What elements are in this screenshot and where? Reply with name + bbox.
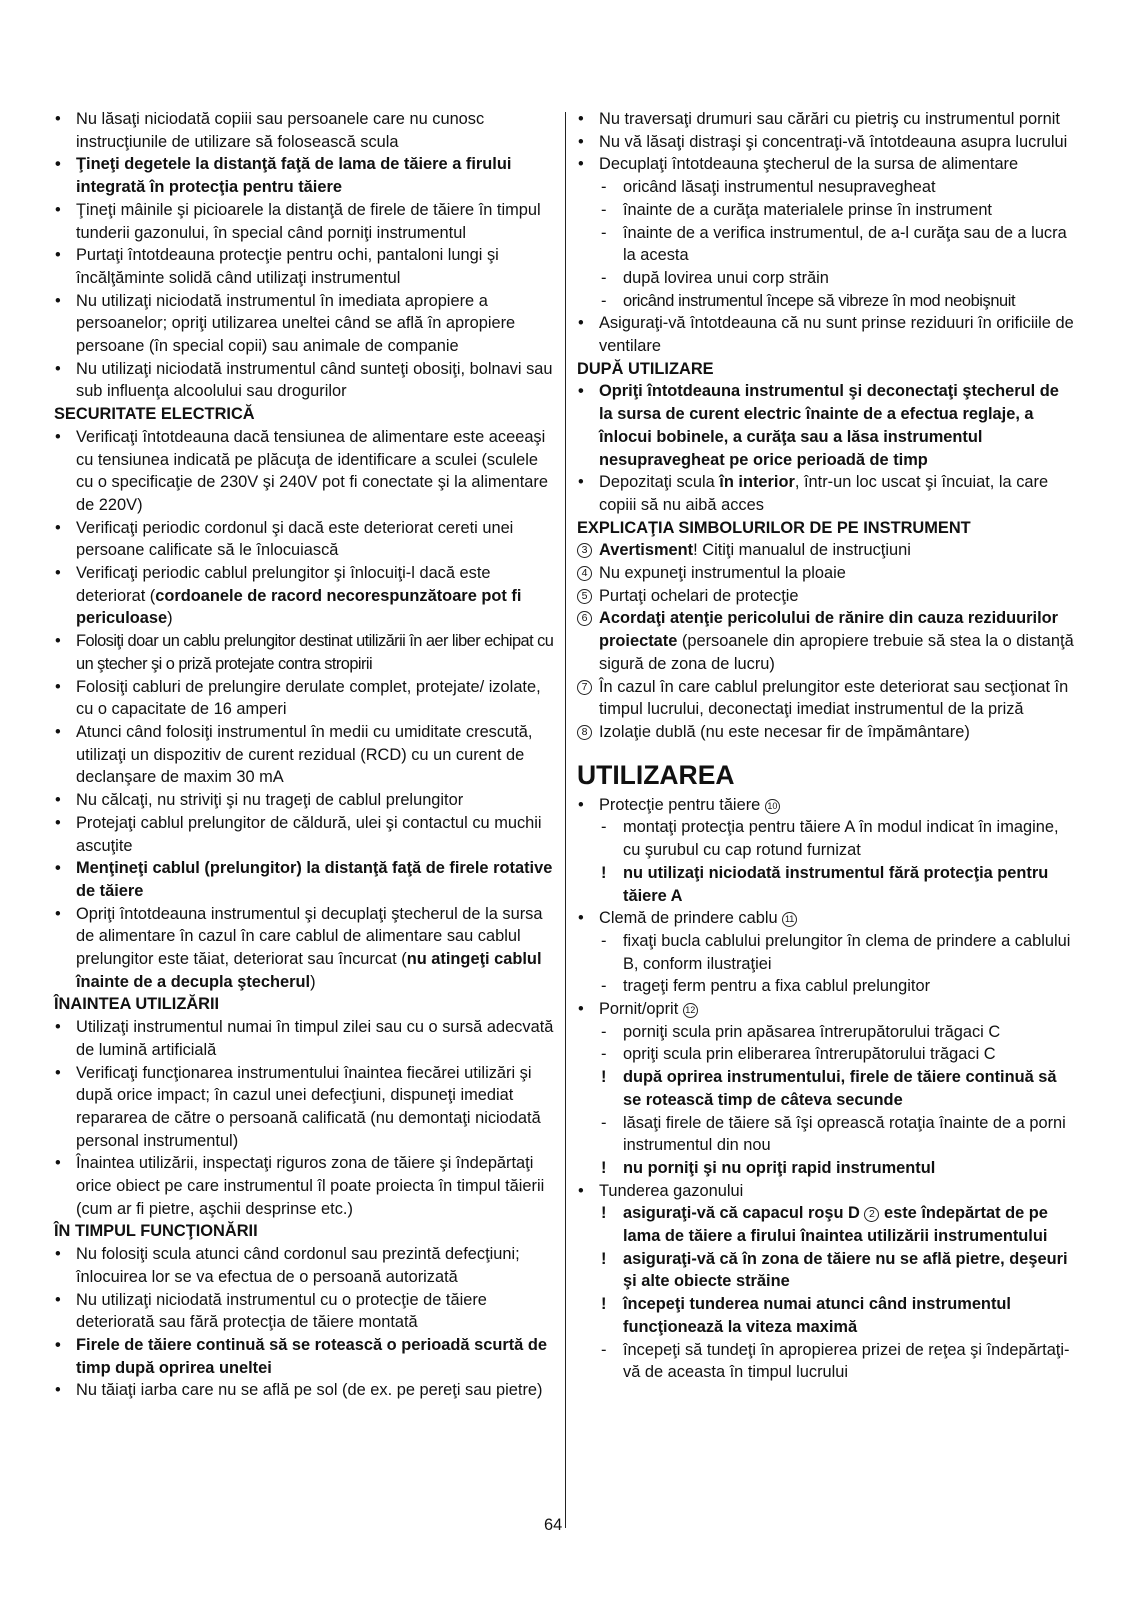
list-item: • Verificaţi funcţionarea instrumentului înaintea fiecărei utilizări şi după orice impact; în cazul unei defecţiuni, dispuneţi imediat repararea de către o persoană calificată (nu demontaţi niciodată personal instrumentul) [54, 1062, 555, 1153]
list-item: • Nu traversaţi drumuri sau cărări cu pietriş cu instrumentul pornit [577, 108, 1075, 131]
text: În cazul în care cablul prelungitor este deteriorat sau secţionat în timpul lucrului, deconectaţi imediat instrumentul de la priză [599, 677, 1069, 719]
section-heading-after-use: DUPĂ UTILIZARE [577, 359, 714, 378]
list-item: • Nu călcaţi, nu striviţi şi nu trageţi de cablul prelungitor [54, 789, 555, 812]
warning-item: ! asiguraţi-vă că în zona de tăiere nu se află pietre, deşeuri şi alte obiecte străine [577, 1248, 1075, 1293]
list-item: • Protejaţi cablul prelungitor de căldură, ulei şi contactul cu muchii ascuţite [54, 812, 555, 857]
text: Nu expuneţi instrumentul la ploaie [599, 564, 846, 583]
list-item: • Decuplaţi întotdeauna ştecherul de la sursa de alimentare [577, 153, 1075, 176]
list-item: • Nu utilizaţi niciodată instrumentul când sunteţi obosiţi, bolnavi sau sub influenţa alcoolului sau drogurilor [54, 358, 555, 403]
circled-number-icon: 8 [577, 725, 592, 740]
text: Pornit/oprit [599, 1000, 683, 1019]
warning-item [577, 1202, 1075, 1247]
sub-item: - lăsaţi firele de tăiere să îşi oprească rotaţia înainte de a porni instrumentul din nou [577, 1112, 1075, 1157]
circled-number-icon: 2 [864, 1207, 879, 1222]
text: Clemă de prindere cablu [599, 909, 783, 928]
text: Protecţie pentru tăiere [599, 795, 765, 814]
sub-item: - după lovirea unui corp străin [577, 267, 1075, 290]
sub-item: - montaţi protecţia pentru tăiere A în modul indicat în imagine, cu şurubul cu cap rotund furnizat [577, 816, 1075, 861]
left-column [54, 108, 555, 1402]
sub-item: - începeţi să tundeţi în apropierea prizei de reţea şi îndepărtaţi-vă de aceasta în timpul lucrului [577, 1339, 1075, 1384]
warning-item: ! după oprirea instrumentului, firele de tăiere continuă să se rotească timp de câteva secunde [577, 1066, 1075, 1111]
text: Verificaţi periodic cablul prelungitor şi înlocuiţi-l dacă este deteriorat ( [76, 564, 491, 605]
list-item: • Atunci când folosiţi instrumentul în medii cu umiditate crescută, utilizaţi un dispozitiv de curent rezidual (RCD) cu un curent de declanşare de maxim 30 mA [54, 721, 555, 789]
sub-item: - înainte de a verifica instrumentul, de a-l curăţa sau de a lucra la acesta [577, 222, 1075, 267]
sub-item: - înainte de a curăţa materialele prinse în instrument [577, 199, 1075, 222]
section-title-usage: UTILIZAREA [577, 759, 735, 790]
symbol-item [577, 585, 1075, 608]
circled-number-icon: 7 [577, 680, 592, 695]
warning-item: ! nu porniţi şi nu opriţi rapid instrumentul [577, 1157, 1075, 1180]
list-item: • Menţineţi cablul (prelungitor) la distanţă faţă de firele rotative de tăiere [54, 857, 555, 902]
list-item: • Opriţi întotdeauna instrumentul şi deconectaţi ştecherul de la sursa de curent electric înainte de a efectua reglaje, a înlocui bobinele, a curăţa sau a lăsa instrumentul nesupravegheat pe orice perioadă de timp [577, 380, 1075, 471]
sub-item: - fixaţi bucla cablului prelungitor în clema de prindere a cablului B, conform ilustraţiei [577, 930, 1075, 975]
list-item: • Folosiţi doar un cablu prelungitor destinat utilizării în aer liber echipat cu un ştecher şi o priză protejate contra stropirii [54, 630, 555, 675]
circled-number-icon: 5 [577, 589, 592, 604]
right-column [577, 108, 1075, 1384]
section-heading-symbols: EXPLICAŢIA SIMBOLURILOR DE PE INSTRUMENT [577, 518, 971, 537]
section-heading-before-use: ÎNAINTEA UTILIZĂRII [54, 995, 220, 1014]
circled-number-icon: 11 [782, 912, 797, 927]
bold-text: în interior [719, 473, 795, 492]
list-item: • Nu utilizaţi niciodată instrumentul cu o protecţie de tăiere deteriorată sau fără protecţia de tăiere montată [54, 1289, 555, 1334]
text: ) [167, 609, 173, 628]
text: , într-un loc uscat şi încuiat, la care copiii să nu aibă acces [599, 473, 1049, 514]
list-item: • Asiguraţi-vă întotdeauna că nu sunt prinse reziduuri în orificiile de ventilare [577, 312, 1075, 357]
sub-item: - oricând lăsaţi instrumentul nesupravegheat [577, 176, 1075, 199]
list-item: • Verificaţi întotdeauna dacă tensiunea de alimentare este aceeaşi cu tensiunea indicată pe plăcuţa de identificare a sculei (sculele cu o specificaţie de 230V şi 240V pot fi conectate şi la alimentare de 220V) [54, 426, 555, 517]
list-item: • Nu tăiaţi iarba care nu se află pe sol (de ex. pe pereţi sau pietre) [54, 1379, 555, 1402]
list-item: • Tunderea gazonului [577, 1180, 1075, 1203]
sub-item: - opriţi scula prin eliberarea întrerupătorului trăgaci C [577, 1043, 1075, 1066]
list-item: • Purtaţi întotdeauna protecţie pentru ochi, pantaloni lungi şi încălţăminte solidă când utilizaţi instrumentul [54, 244, 555, 289]
symbol-item [577, 676, 1075, 721]
circled-number-icon: 3 [577, 543, 592, 558]
bold-text: Acordaţi atenţie pericolului de rănire din cauza reziduurilor proiectate [599, 609, 1059, 651]
list-item: • Ţineţi degetele la distanţă faţă de lama de tăiere a firului integrată în protecţia pentru tăiere [54, 153, 555, 198]
sub-item: - trageţi ferm pentru a fixa cablul prelungitor [577, 975, 1075, 998]
list-item: • Firele de tăiere continuă să se rotească o perioadă scurtă de timp după oprirea uneltei [54, 1334, 555, 1379]
list-item: • Înaintea utilizării, inspectaţi riguros zona de tăiere şi îndepărtaţi orice obiect pe care instrumentul îl poate proiecta în timpul tăierii (cum ar fi pietre, aşchii desprinse etc.) [54, 1152, 555, 1220]
text: (persoanele din apropiere trebuie să stea la o distanţă sigură de zona de lucru) [599, 632, 1074, 673]
symbol-item [577, 539, 1075, 562]
circled-number-icon: 4 [577, 566, 592, 581]
bold-text: nu atingeţi cablul înainte de a decupla ştecherul [76, 950, 542, 991]
list-item [54, 562, 555, 630]
text: Depozitaţi scula [599, 473, 720, 492]
text: Izolaţie dublă (nu este necesar fir de împământare) [599, 722, 970, 741]
bold-text: Avertisment [599, 541, 694, 560]
list-item: • Ţineţi mâinile şi picioarele la distanţă de firele de tăiere în timpul tunderii gazonului, în special când porniţi instrumentul [54, 199, 555, 244]
warning-item: ! nu utilizaţi niciodată instrumentul fără protecţia pentru tăiere A [577, 862, 1075, 907]
list-item: • Folosiţi cabluri de prelungire derulate complet, protejate/ izolate, cu o capacitate de 16 amperi [54, 676, 555, 721]
text: este îndepărtat de pe lama de tăiere a firului înaintea utilizării instrumentului [623, 1204, 1048, 1246]
circled-number-icon: 6 [577, 611, 592, 626]
section-heading-electric: SECURITATE ELECTRICĂ [54, 405, 255, 424]
list-item [577, 907, 1075, 930]
text: Opriţi întotdeauna instrumentul şi decuplaţi ştecherul de la sursa de alimentare în cazul în care cablul de alimentare sau cablul prelungitor este tăiat, deteriorat sau încurcat ( [76, 904, 543, 969]
circled-number-icon: 10 [765, 799, 780, 814]
text: asiguraţi-vă că capacul roşu D [623, 1204, 865, 1223]
list-item: • Verificaţi periodic cordonul şi dacă este deteriorat cereti unei persoane calificate să le înlocuiască [54, 517, 555, 562]
warning-item: ! începeţi tunderea numai atunci când instrumentul funcţionează la viteza maximă [577, 1293, 1075, 1338]
list-item: • Nu utilizaţi niciodată instrumentul în imediata apropiere a persoanelor; opriţi utilizarea uneltei când se află în apropiere persoane (în special copii) sau animale de companie [54, 290, 555, 358]
symbol-item [577, 562, 1075, 585]
circled-number-icon: 12 [683, 1003, 698, 1018]
list-item: • Nu vă lăsaţi distraşi şi concentraţi-vă întotdeauna asupra lucrului [577, 131, 1075, 154]
sub-item: - oricând instrumentul începe să vibreze în mod neobişnuit [577, 290, 1075, 313]
symbol-item [577, 607, 1075, 675]
list-item [577, 471, 1075, 516]
list-item [577, 998, 1075, 1021]
page-number: 64 [544, 1516, 563, 1534]
list-item: • Utilizaţi instrumentul numai în timpul zilei sau cu o sursă adecvată de lumină artificială [54, 1016, 555, 1061]
text: Purtaţi ochelari de protecţie [599, 586, 799, 605]
section-heading-during-operation: ÎN TIMPUL FUNCŢIONĂRII [54, 1222, 258, 1241]
text: ! Citiţi manualul de instrucţiuni [693, 541, 911, 560]
list-item: • Nu lăsaţi niciodată copiii sau persoanele care nu cunosc instrucţiunile de utilizare să folosească scula [54, 108, 555, 153]
list-item [577, 794, 1075, 817]
column-divider [565, 112, 566, 1528]
text: ) [310, 972, 316, 991]
symbol-item [577, 721, 1075, 744]
list-item: • Nu folosiţi scula atunci când cordonul sau prezintă defecţiuni; înlocuirea lor se va efectua de o persoană autorizată [54, 1243, 555, 1288]
sub-item: - porniţi scula prin apăsarea întrerupătorului trăgaci C [577, 1021, 1075, 1044]
list-item [54, 903, 555, 994]
bold-text: cordoanele de racord necorespunzătoare pot fi periculoase [76, 586, 522, 628]
